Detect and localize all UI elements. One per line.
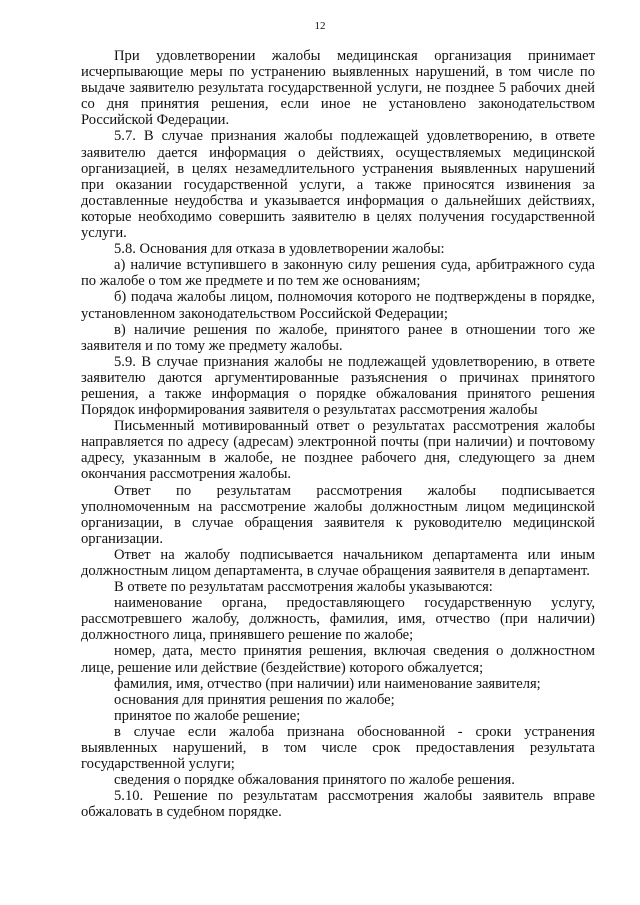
list-item-applicant-name: фамилия, имя, отчество (при наличии) или наименование заявителя; xyxy=(114,675,541,692)
list-item-decision-grounds: основания для принятия решения по жалобе; xyxy=(114,691,395,708)
paragraph-5-9: 5.9. В случае признания жалобы не подлежащей удовлетворению, в ответе заявителю даются аргументированные разъяснения о причинах принятого решения, а также информация о порядке обжалования принятого решения Порядок информирования заявителя о результатах рассмотрения жалобы xyxy=(81,353,595,419)
paragraph-5-8-v: в) наличие решения по жалобе, принятого ранее в отношении того же заявителя и по тому же предмету жалобы. xyxy=(81,321,595,354)
page-number: 12 xyxy=(314,20,326,32)
list-item-decision: принятое по жалобе решение; xyxy=(114,707,301,724)
paragraph-5-8: 5.8. Основания для отказа в удовлетворении жалобы: xyxy=(114,241,445,258)
list-item-appeal-procedure: сведения о порядке обжалования принятого по жалобе решения. xyxy=(114,772,515,789)
list-item-decision-details: номер, дата, место принятия решения, включая сведения о должностном лице, решение или действие (бездействие) которого обжалуется; xyxy=(81,643,595,676)
list-item-remedy-deadlines: в случае если жалоба признана обоснованной - сроки устранения выявленных нарушений, в том числе срок предоставления результата государственной услуги; xyxy=(81,723,595,773)
list-item-authority-name: наименование органа, предоставляющего государственную услугу, рассмотревшего жалобу, должность, фамилия, имя, отчество (при наличии) должностного лица, принявшего решение по жалобе; xyxy=(81,595,595,644)
paragraph-5-8-a: а) наличие вступившего в законную силу решения суда, арбитражного суда по жалобе о том же предмете и по тем же основаниям; xyxy=(81,257,595,290)
paragraph-5-7: 5.7. В случае признания жалобы подлежащей удовлетворению, в ответе заявителю дается информация о действиях, осуществляемых медицинской организацией, в целях незамедлительного устранения выявленных нарушений при оказании государственной услуги, а также приносятся извинения за доставленные неудобства и указывается информация о дальнейших действиях, которые необходимо совершить заявителю в целях получения государственной услуги. xyxy=(81,128,595,242)
paragraph-answer-signed-department: Ответ на жалобу подписывается начальником департамента или иным должностным лицом департамента, в случае обращения заявителя в департамент. xyxy=(81,546,595,579)
paragraph-answer-contents-intro: В ответе по результатам рассмотрения жалобы указываются: xyxy=(114,579,493,596)
paragraph-answer-signed-org: Ответ по результатам рассмотрения жалобы подписывается уполномоченным на рассмотрение жалобы должностным лицом медицинской организации, в случае обращения заявителя к руководителю медицинской организации. xyxy=(81,482,595,547)
paragraph-5-10: 5.10. Решение по результатам рассмотрения жалобы заявитель вправе обжаловать в судебном порядке. xyxy=(81,788,595,821)
paragraph-written-answer: Письменный мотивированный ответ о результатах рассмотрения жалобы направляется по адресу (адресам) электронной почты (при наличии) и почтовому адресу, указанным в жалобе, не позднее рабочего дня, следующего за днем окончания рассмотрения жалобы. xyxy=(81,418,595,483)
paragraph-satisfaction-measures: При удовлетворении жалобы медицинская организация принимает исчерпывающие меры по устранению выявленных нарушений, в том числе по выдаче заявителю результата государственной услуги, не позднее 5 рабочих дней со дня принятия решения, если иное не установлено законодательством Российской Федерации. xyxy=(81,48,595,129)
paragraph-5-8-b: б) подача жалобы лицом, полномочия которого не подтверждены в порядке, установленном законодательством Российской Федерации; xyxy=(81,289,595,322)
document-body xyxy=(81,48,595,821)
